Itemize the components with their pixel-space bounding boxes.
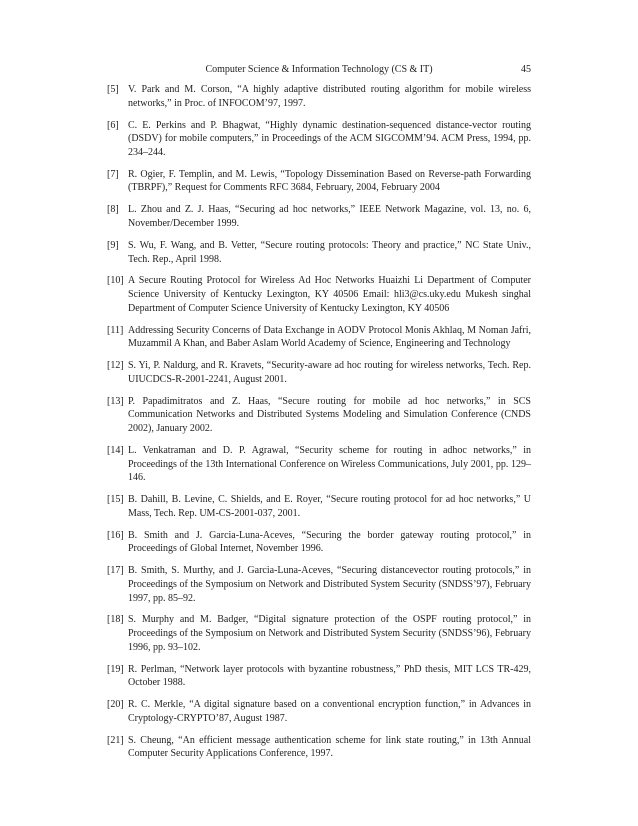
reference-text: V. Park and M. Corson, “A highly adaptive distributed routing algorithm for mobile wireless networks,” in Proc. of INFOCOM’97, 1997. <box>128 84 531 109</box>
reference-number: [12] <box>107 360 124 372</box>
reference-text: B. Smith and J. Garcia-Luna-Aceves, “Securing the border gateway routing protocol,” in Proceedings of Global Internet, November 1996. <box>128 529 531 555</box>
reference-number: [14] <box>107 444 124 456</box>
journal-title: Computer Science & Information Technology (CS & IT) <box>205 64 433 75</box>
reference-text: L. Venkatraman and D. P. Agrawal, “Security scheme for routing in adhoc networks,” in Proceedings of the 13th International Conference on Wireless Communications, July 2001, pp. 129–146. <box>128 444 531 484</box>
reference-number: [9] <box>107 239 119 251</box>
reference-number: [13] <box>107 395 124 407</box>
reference-text: L. Zhou and Z. J. Haas, “Securing ad hoc networks,” IEEE Network Magazine, vol. 13, no. 6, November/December 1999. <box>128 204 531 229</box>
page-number: 45 <box>521 64 531 75</box>
reference-number: [6] <box>107 119 119 131</box>
reference-item <box>107 119 531 160</box>
reference-item <box>107 444 531 485</box>
reference-item <box>107 663 531 690</box>
reference-text: R. Perlman, “Network layer protocols with byzantine robustness,” PhD thesis, MIT LCS TR-429, October 1988. <box>128 663 531 689</box>
reference-item <box>107 274 531 315</box>
reference-number: [5] <box>107 84 119 95</box>
reference-item <box>107 698 531 725</box>
reference-item <box>107 529 531 556</box>
reference-list <box>107 83 531 769</box>
reference-text: A Secure Routing Protocol for Wireless Ad Hoc Networks Huaizhi Li Department of Computer Science University of Kentucky Lexington, KY 40506 Email: hli3@cs.uky.edu Mukesh singhal Department of Computer Science University of Kentucky Lexington, KY 40506 <box>128 275 531 314</box>
reference-text: S. Yi, P. Naldurg, and R. Kravets, “Security-aware ad hoc routing for wireless networks, Tech. Rep. UIUCDCS-R-2001-2241, August 2001. <box>128 360 531 385</box>
reference-item <box>107 493 531 520</box>
reference-number: [15] <box>107 494 124 506</box>
reference-item <box>107 203 531 230</box>
reference-number: [21] <box>107 734 124 746</box>
reference-text: S. Cheung, “An efficient message authentication scheme for link state routing,” in 13th Annual Computer Security Applications Conference, 1997. <box>128 734 531 760</box>
reference-number: [20] <box>107 699 124 711</box>
reference-number: [17] <box>107 565 124 577</box>
reference-number: [19] <box>107 663 124 675</box>
reference-number: [16] <box>107 529 124 541</box>
reference-item <box>107 168 531 195</box>
reference-text: P. Papadimitratos and Z. Haas, “Secure routing for mobile ad hoc networks,” in SCS Communication Networks and Distributed Systems Modeling and Simulation Conference (CNDS 2002), January 2002. <box>128 395 531 434</box>
reference-item <box>107 395 531 436</box>
reference-text: R. Ogier, F. Templin, and M. Lewis, “Topology Dissemination Based on Reverse-path Forwarding (TBRPF),” Request for Comments RFC 3684, February, 2004, February 2004 <box>128 168 531 194</box>
reference-text: R. C. Merkle, “A digital signature based on a conventional encryption function,” in Advances in Cryptology-CRYPTO’87, August 1987. <box>128 699 531 724</box>
reference-number: [11] <box>107 324 124 336</box>
reference-item <box>107 613 531 654</box>
reference-text: S. Murphy and M. Badger, “Digital signature protection of the OSPF routing protocol,” in Proceedings of the Symposium on Network and Distributed System Security (SNDSS’96), February 1996, pp. 93–102. <box>128 614 531 653</box>
reference-item <box>107 359 531 386</box>
reference-item <box>107 239 531 266</box>
reference-text: B. Smith, S. Murthy, and J. Garcia-Luna-Aceves, “Securing distancevector routing protocols,” in Proceedings of the Symposium on Network and Distributed System Security (SNDSS’97), February 1997, pp. 85–92. <box>128 565 531 604</box>
reference-text: Addressing Security Concerns of Data Exchange in AODV Protocol Monis Akhlaq, M Noman Jafri, Muzammil A Khan, and Baber Aslam World Academy of Science, Engineering and Technology <box>128 324 531 350</box>
reference-text: S. Wu, F. Wang, and B. Vetter, “Secure routing protocols: Theory and practice,” NC State Univ., Tech. Rep., April 1998. <box>128 239 531 265</box>
reference-item <box>107 83 531 110</box>
reference-number: [7] <box>107 168 119 180</box>
reference-text: C. E. Perkins and P. Bhagwat, “Highly dynamic destination-sequenced distance-vector routing (DSDV) for mobile computers,” in Proceedings of the ACM SIGCOMM’94. ACM Press, 1994, pp. 234–244. <box>128 119 531 158</box>
reference-number: [8] <box>107 204 119 216</box>
reference-item <box>107 564 531 605</box>
reference-number: [18] <box>107 614 124 626</box>
reference-item <box>107 324 531 351</box>
reference-item <box>107 734 531 761</box>
reference-number: [10] <box>107 275 124 287</box>
reference-text: B. Dahill, B. Levine, C. Shields, and E. Royer, “Secure routing protocol for ad hoc networks,” U Mass, Tech. Rep. UM-CS-2001-037, 2001. <box>128 494 531 519</box>
